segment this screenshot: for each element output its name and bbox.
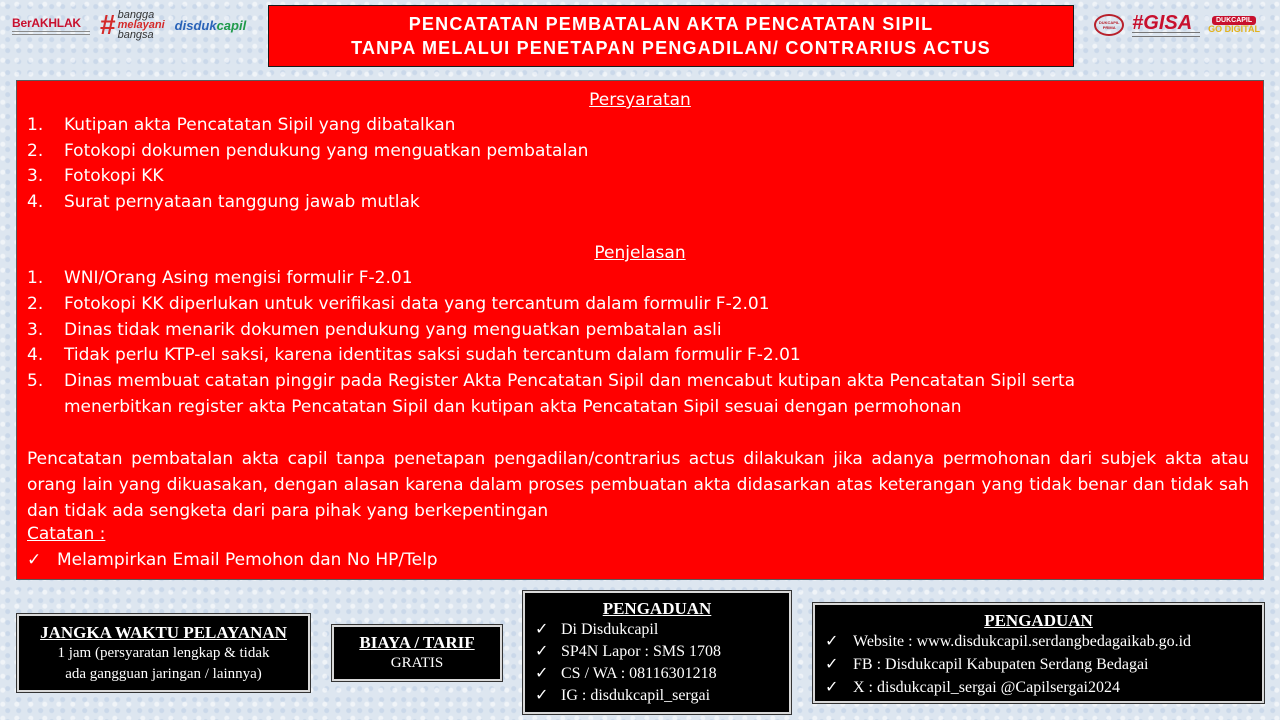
pengaduan-box-1 xyxy=(523,591,791,714)
left-logos xyxy=(12,8,246,42)
dukcapil-prima-logo: DUKCAPIL PRIMA xyxy=(1094,14,1124,36)
main-content-panel: Persyaratan 1. Kutipan akta Pencatatan Sipil yang dibatalkan 2. Fotokopi dokumen pendukung yang menguatkan pembatalan 3. Fotokopi KK 4. Surat pernyataan tanggung jawab mutlak Penjelasan 1. WNI/Orang Asing mengisi formulir F-2.01 2. Fotokopi KK diperlukan untuk verifikasi data yang tercantum dalam formulir F-2.01 3. Dinas tidak menarik dokumen pendukung yang menguatkan pembatalan asli 4. Tidak perlu KTP-el saksi, karena identitas saksi sudah tercantum dalam formulir F-2.01 5. Dinas membuat catatan pinggir pada Register Akta Pencatatan Sipil dan mencabut kutipan akta Pencatatan Sipil serta menerbitkan register akta Pencatatan Sipil dan kutipan akta Pencatatan Sipil sesuai dengan permohonan Pencatatan pembatalan akta capil tanpa penetapan pengadilan/contrarius actus dilakukan jika adanya permohonan dari subjek akta atau orang lain yang dikuasakan, dengan alasan karena dalam proses pembuatan akta didasarkan atas keterangan yang tidak benar dan tidak sah dan tidak ada sengketa dari para pihak yang berkepentingan Catatan : ✓ Melampirkan Email Pemohon dan No HP/Telp xyxy=(16,80,1264,580)
disdukcapil-logo: disdukcapil xyxy=(174,17,247,33)
pengaduan-item: ✓ CS / WA : 08116301218 xyxy=(535,663,789,685)
biaya-value: GRATIS xyxy=(390,655,444,671)
berakhlak-logo xyxy=(12,16,90,35)
jangka-waktu-line-2: ada gangguan jaringan / lainnya) xyxy=(65,666,262,682)
bangga-melayani-bangsa-logo: # bangga melayani bangsa xyxy=(100,9,165,41)
pengaduan-item: ✓ FB : Disdukcapil Kabupaten Serdang Bedagai xyxy=(825,654,1262,677)
right-logos xyxy=(1094,8,1260,42)
pengaduan-item: ✓ Website : www.disdukcapil.serdangbedagaikab.go.id xyxy=(825,631,1262,654)
title-line-1: PENCATATAN PEMBATALAN AKTA PENCATATAN SIPIL xyxy=(408,14,934,34)
pengaduan-item: ✓ X : disdukcapil_sergai @Capilsergai2024 xyxy=(825,677,1262,700)
check-icon: ✓ xyxy=(27,550,42,570)
explanation-paragraph: Pencatatan pembatalan akta capil tanpa penetapan pengadilan/contrarius actus dilakukan jika adanya permohonan dari subjek akta atau orang lain yang dikuasakan, dengan alasan karena dalam proses pembuatan akta didasarkan atas keterangan yang tidak benar dan tidak sah dan tidak ada sengketa dari para pihak yang berkepentingan xyxy=(27,449,1249,521)
penjelasan-heading: Penjelasan xyxy=(594,243,686,263)
title-line-2: TANPA MELALUI PENETAPAN PENGADILAN/ CONTRARIUS ACTUS xyxy=(351,38,991,58)
jangka-waktu-line-1: 1 jam (persyaratan lengkap & tidak xyxy=(57,645,270,661)
check-icon: ✓ xyxy=(535,687,549,704)
pengaduan-heading: PENGADUAN xyxy=(984,611,1093,630)
berakhlak-logo-text: BerAKHLAK xyxy=(12,15,81,30)
catatan-label: Catatan : xyxy=(27,524,106,544)
biaya-heading: BIAYA / TARIF xyxy=(359,633,475,652)
pengaduan-item: ✓ IG : disdukcapil_sergai xyxy=(535,685,789,707)
check-icon: ✓ xyxy=(535,665,549,682)
check-icon: ✓ xyxy=(535,643,549,660)
jangka-waktu-box xyxy=(17,614,310,692)
biaya-box xyxy=(332,625,502,681)
pengaduan-box-2 xyxy=(813,603,1264,703)
check-icon: ✓ xyxy=(825,679,839,696)
jangka-waktu-heading: JANGKA WAKTU PELAYANAN xyxy=(40,623,287,642)
persyaratan-heading: Persyaratan xyxy=(589,90,691,110)
check-icon: ✓ xyxy=(825,656,839,673)
pengaduan-heading: PENGADUAN xyxy=(602,599,712,618)
check-icon: ✓ xyxy=(535,621,549,638)
check-icon: ✓ xyxy=(825,633,839,650)
dukcapil-go-digital-logo: DUKCAPIL GO DIGITAL xyxy=(1208,17,1260,34)
pengaduan-item: ✓ SP4N Lapor : SMS 1708 xyxy=(535,641,789,663)
pengaduan-item: ✓ Di Disdukcapil xyxy=(535,619,789,641)
gisa-logo: #GISA xyxy=(1132,14,1200,37)
title-banner xyxy=(268,5,1074,67)
